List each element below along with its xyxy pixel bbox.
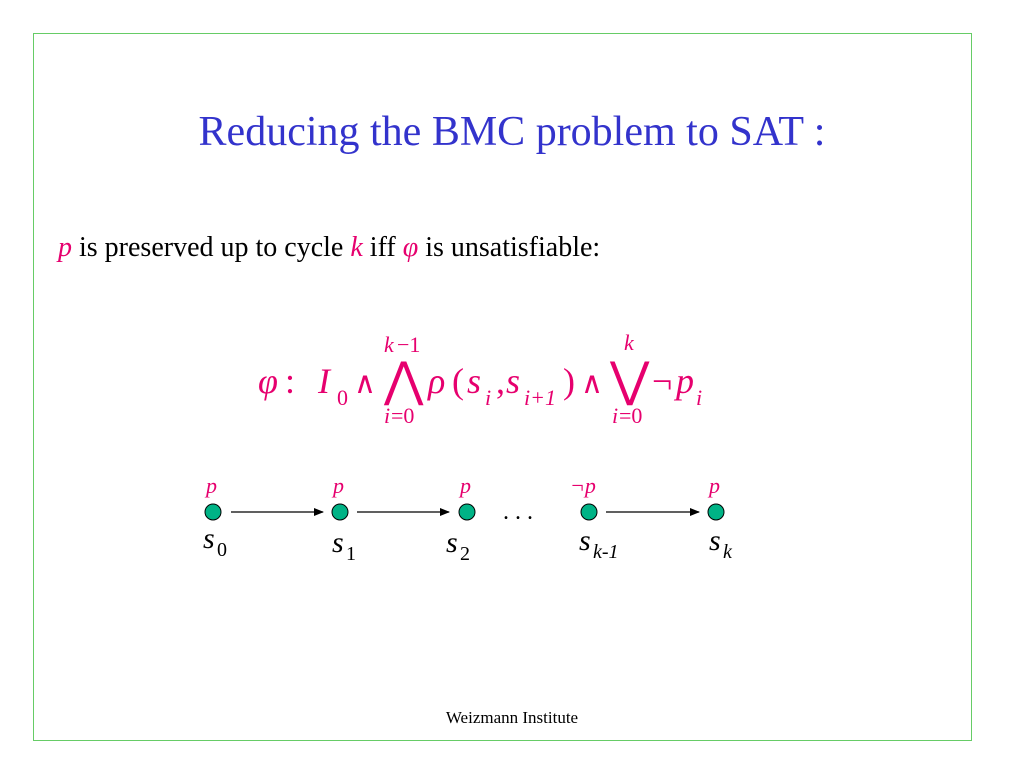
formula-I: I: [318, 361, 330, 401]
state-path-diagram: [203, 473, 733, 565]
big-or-symbol: ⋁: [610, 354, 650, 407]
state-circle: [332, 504, 348, 520]
statement-text-3: is unsatisfiable:: [418, 232, 601, 263]
state-node-2: [446, 473, 475, 565]
formula-close-paren: ): [563, 361, 575, 401]
big-or-top: k: [624, 330, 634, 355]
big-or-bottom-rest: =0: [619, 403, 643, 428]
state-sub: 2: [460, 543, 470, 565]
formula-open-paren: (: [452, 361, 464, 401]
state-circle: [459, 504, 475, 520]
state-circle: [581, 504, 597, 520]
state-prop: ¬p: [570, 473, 596, 498]
slide-title: Reducing the BMC problem to SAT :: [198, 109, 826, 155]
state-sub: 1: [346, 543, 356, 565]
state-prop: p: [333, 473, 344, 498]
formula-s-i1: s: [506, 361, 521, 401]
big-and-bottom-i: i: [384, 403, 391, 428]
formula-s-i-sub: i: [485, 385, 492, 410]
formula-rho: ρ: [428, 361, 446, 401]
state-node-k-minus-1: [570, 473, 619, 563]
state-label: s: [709, 524, 721, 557]
state-node-0: [203, 473, 227, 561]
big-and-top-rest: −1: [397, 332, 421, 357]
big-and-operator: [383, 332, 424, 428]
state-sub: k-1: [593, 541, 619, 563]
footer-institution: Weizmann Institute: [445, 708, 579, 727]
path-ellipsis: . . .: [503, 499, 533, 525]
big-and-top-k: k: [384, 332, 394, 357]
state-node-k: [707, 473, 733, 563]
big-and-symbol: ⋀: [384, 354, 424, 407]
formula-comma: ,: [496, 361, 505, 401]
big-and-bottom-rest: =0: [391, 403, 415, 428]
statement-text-2: iff: [362, 232, 403, 263]
formula: [258, 330, 702, 428]
formula-neg: ¬: [652, 361, 673, 401]
state-sub: 0: [217, 539, 227, 561]
state-node-1: [331, 473, 356, 565]
statement-k: k: [350, 232, 363, 263]
statement-phi: φ: [402, 232, 419, 263]
formula-and-2: ∧: [581, 367, 603, 400]
state-prop: p: [460, 473, 471, 498]
state-label: s: [579, 524, 591, 557]
big-or-operator: [609, 330, 650, 428]
statement-p: p: [58, 232, 72, 263]
formula-colon: :: [285, 361, 296, 401]
formula-s-i: s: [467, 361, 482, 401]
formula-p: p: [676, 361, 694, 401]
state-label: s: [332, 526, 344, 559]
formula-phi: φ: [258, 361, 278, 401]
big-or-bottom-i: i: [612, 403, 619, 428]
state-circle: [708, 504, 724, 520]
formula-and-1: ∧: [354, 367, 376, 400]
state-sub: k: [723, 541, 732, 563]
state-label: s: [203, 522, 215, 555]
state-prop: p: [206, 473, 217, 498]
statement-text-1: is preserved up to cycle: [72, 232, 351, 263]
formula-I-sub: 0: [337, 385, 348, 410]
state-circle: [205, 504, 221, 520]
state-prop: p: [709, 473, 720, 498]
formula-s-i1-sub: i+1: [524, 385, 556, 410]
formula-p-sub: i: [696, 385, 703, 410]
state-label: s: [446, 526, 458, 559]
